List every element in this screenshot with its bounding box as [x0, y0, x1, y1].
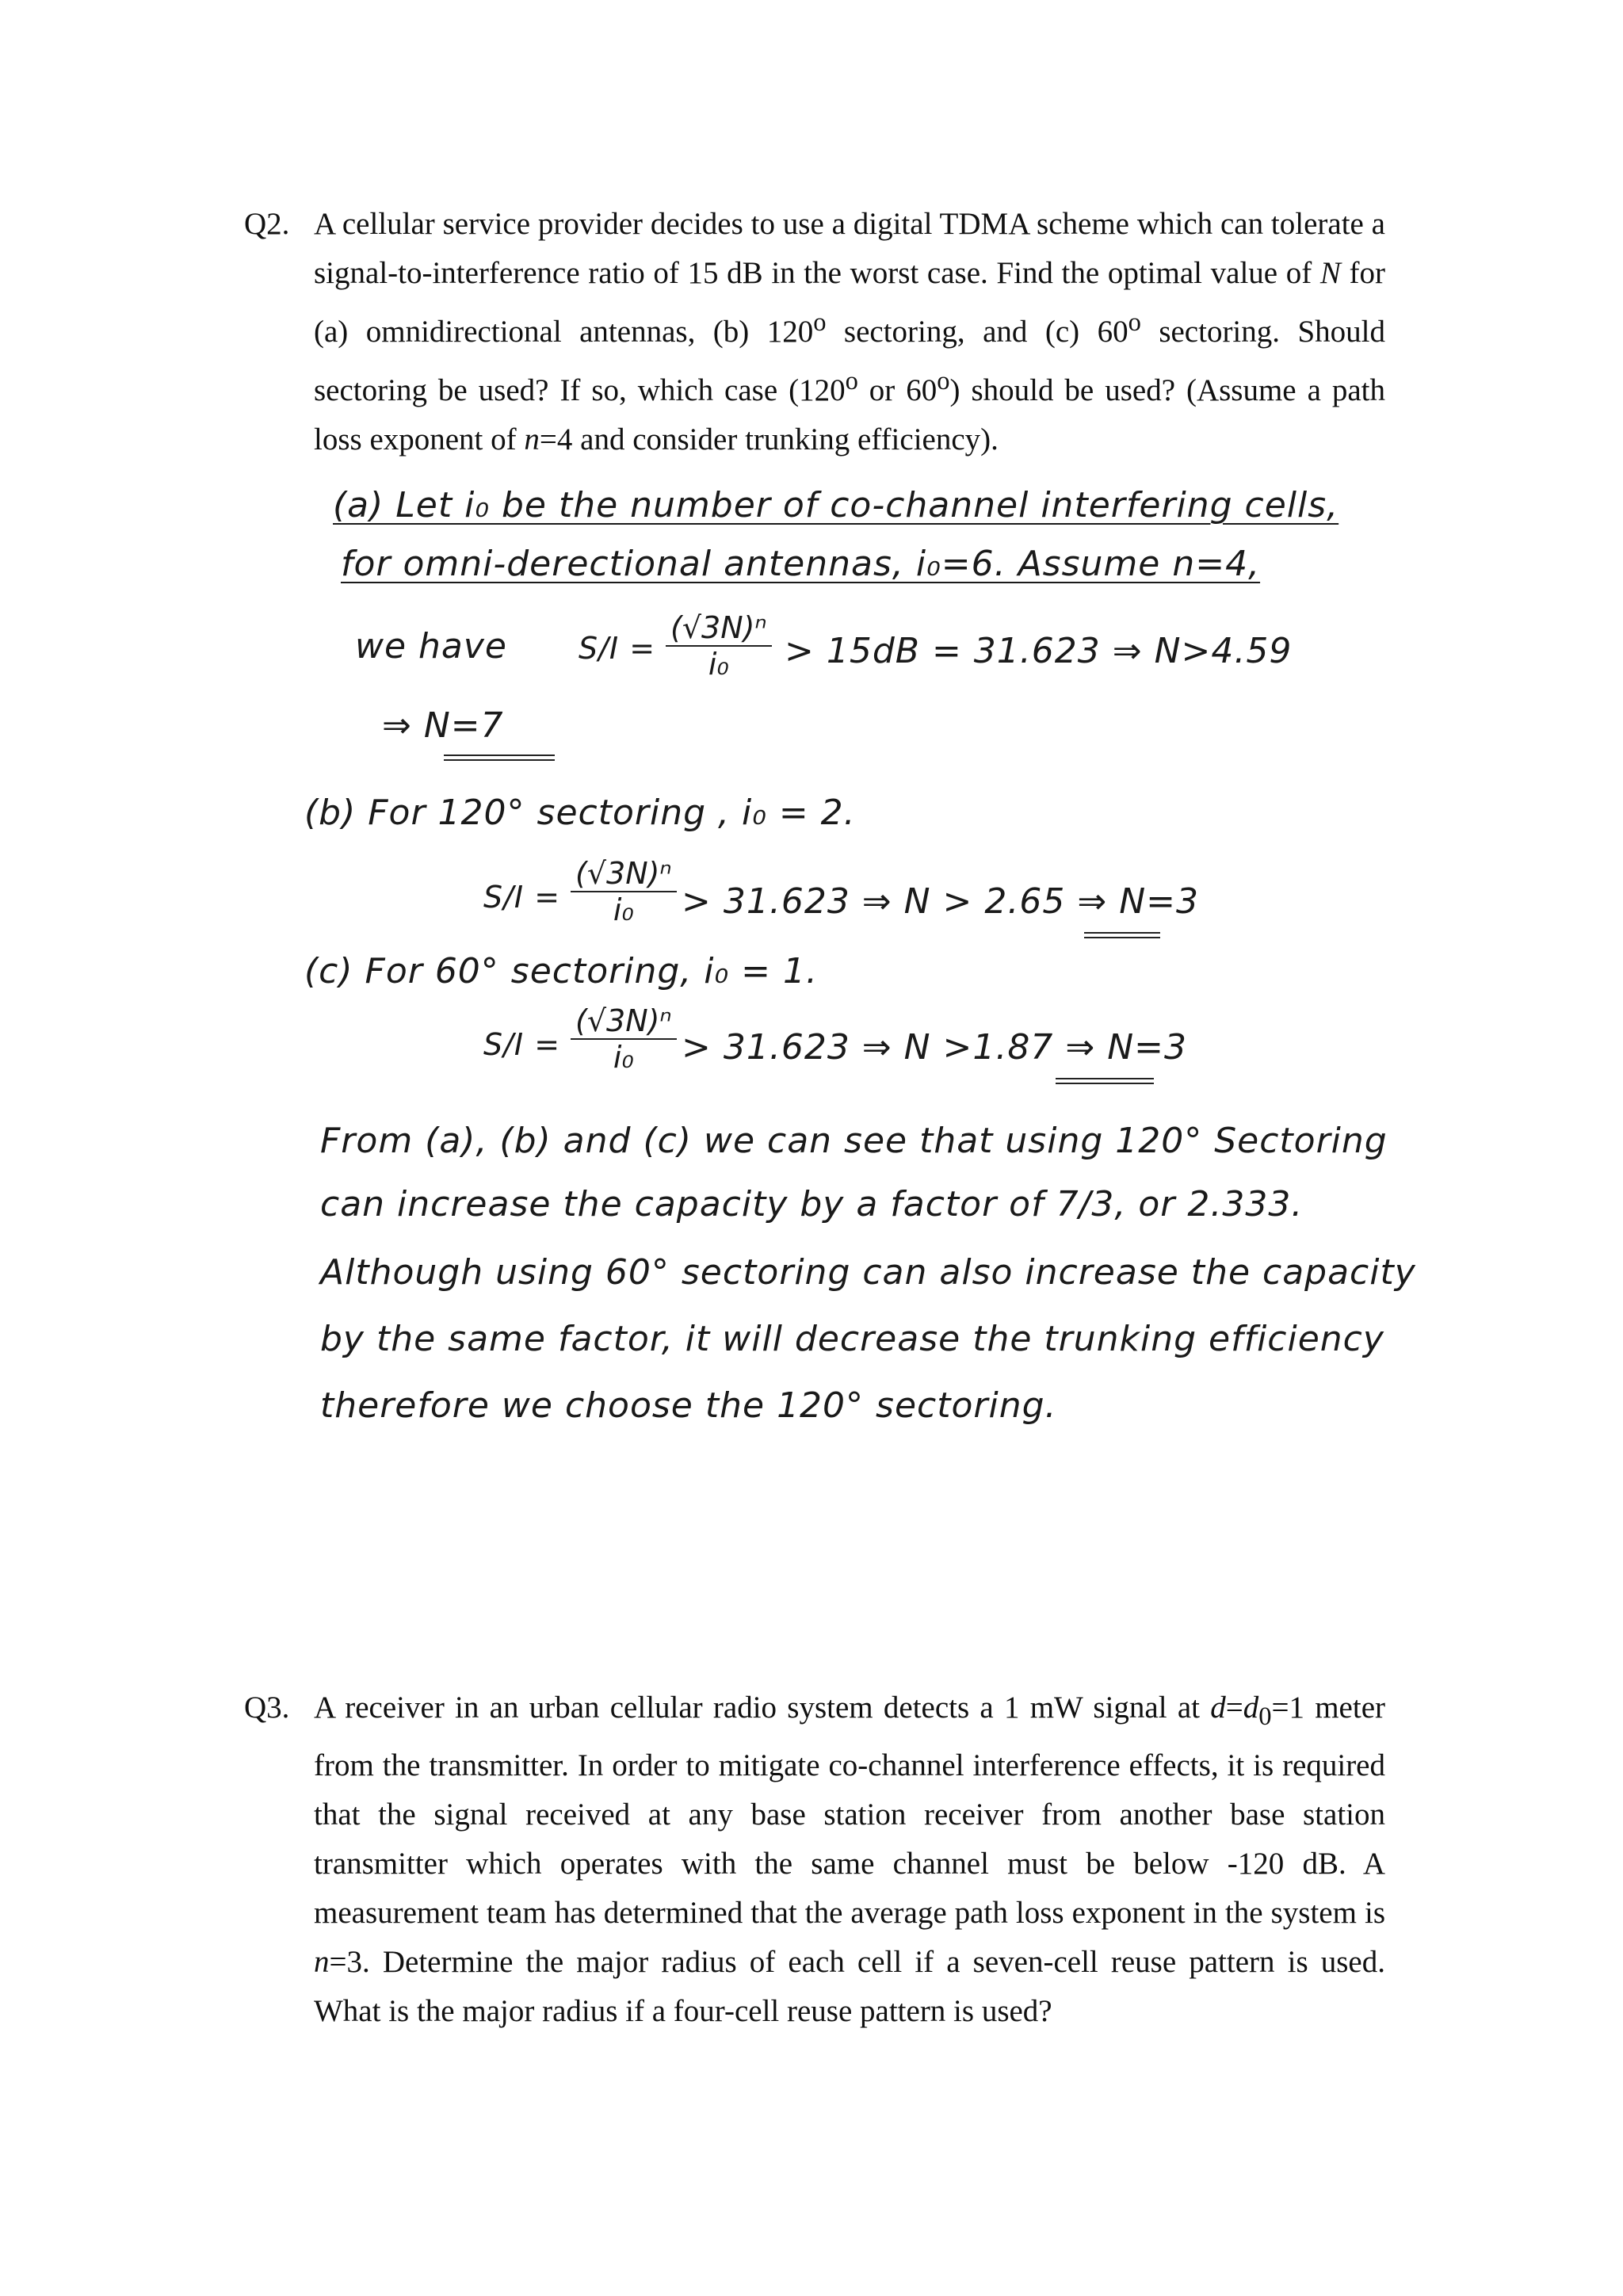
solution-b-lhs: S/I =	[483, 880, 561, 915]
solution-b-line1: (b) For 120° sectoring , i₀ = 2.	[304, 793, 856, 833]
question-2	[244, 200, 1385, 464]
solution-a-fraction: $\frac{\text{(√3N)ⁿ}}{\text{i₀}}$	[666, 610, 772, 682]
solution-a-lhs: S/I =	[579, 631, 656, 666]
double-underline-b	[1084, 932, 1160, 938]
solution-c-fraction: $\frac{\text{(√3N)ⁿ}}{\text{i₀}}$	[571, 1003, 677, 1075]
conclusion-line-4: by the same factor, it will decrease the trunking efficiency	[320, 1319, 1384, 1359]
question-3	[244, 1683, 1385, 2036]
solution-a-line2: for omni-derectional antennas, i₀=6. Assume n=4,	[341, 544, 1261, 584]
solution-b-rhs: > 31.623 ⇒ N > 2.65 ⇒ N=3	[682, 881, 1199, 922]
conclusion-line-2: can increase the capacity by a factor of 7/3, or 2.333.	[320, 1184, 1304, 1224]
solution-c-line1: (c) For 60° sectoring, i₀ = 1.	[304, 951, 818, 991]
solution-b-fraction: $\frac{\text{(√3N)ⁿ}}{\text{i₀}}$	[571, 856, 677, 927]
solution-a-result: ⇒ N=7	[382, 705, 504, 746]
solution-a-line1: (a) Let i₀ be the number of co-channel interfering cells,	[333, 485, 1339, 525]
question-3-text: Q3. A receiver in an urban cellular radio system detects a 1 mW signal at $d=d_0=1$ meter from the transmitter. In order to mitigate co-channel interference effects, it is required that the signal received at any base station receiver from another base station transmitter which operates with the same channel must be below -120 dB. A measurement team has determined that the average path loss exponent in the system is n=3. Determine the major radius of each cell if a seven-cell reuse pattern is used. What is the major radius if a four-cell reuse pattern is used?	[244, 1683, 1385, 2036]
conclusion-line-1: From (a), (b) and (c) we can see that using 120° Sectoring	[320, 1121, 1388, 1161]
question-2-number: Q2.	[244, 207, 290, 241]
solution-c-lhs: S/I =	[483, 1027, 561, 1062]
conclusion-line-3: Although using 60° sectoring can also increase the capacity	[320, 1252, 1416, 1293]
solution-a-rhs: > 15dB = 31.623 ⇒ N>4.59	[785, 631, 1293, 671]
conclusion-line-5: therefore we choose the 120° sectoring.	[320, 1385, 1057, 1426]
double-underline-c	[1056, 1078, 1154, 1084]
solution-c-rhs: > 31.623 ⇒ N >1.87 ⇒ N=3	[682, 1027, 1188, 1068]
double-underline-a	[444, 755, 555, 761]
question-2-text: Q2. A cellular service provider decides to use a digital TDMA scheme which can tolerate a signal-to-interference ratio of 15 dB in the worst case. Find the optimal value of N for (a) omnidirectional antennas, (b) 120$^o$ sectoring, and (c) 60$^o$ sectoring. Should sectoring be used? If so, which case (120$^o$ or 60$^o$) should be used? (Assume a path loss exponent of n=4 and consider trunking efficiency).	[244, 200, 1385, 464]
solution-a-we-have: we have	[355, 626, 508, 667]
question-3-number: Q3.	[244, 1690, 290, 1725]
